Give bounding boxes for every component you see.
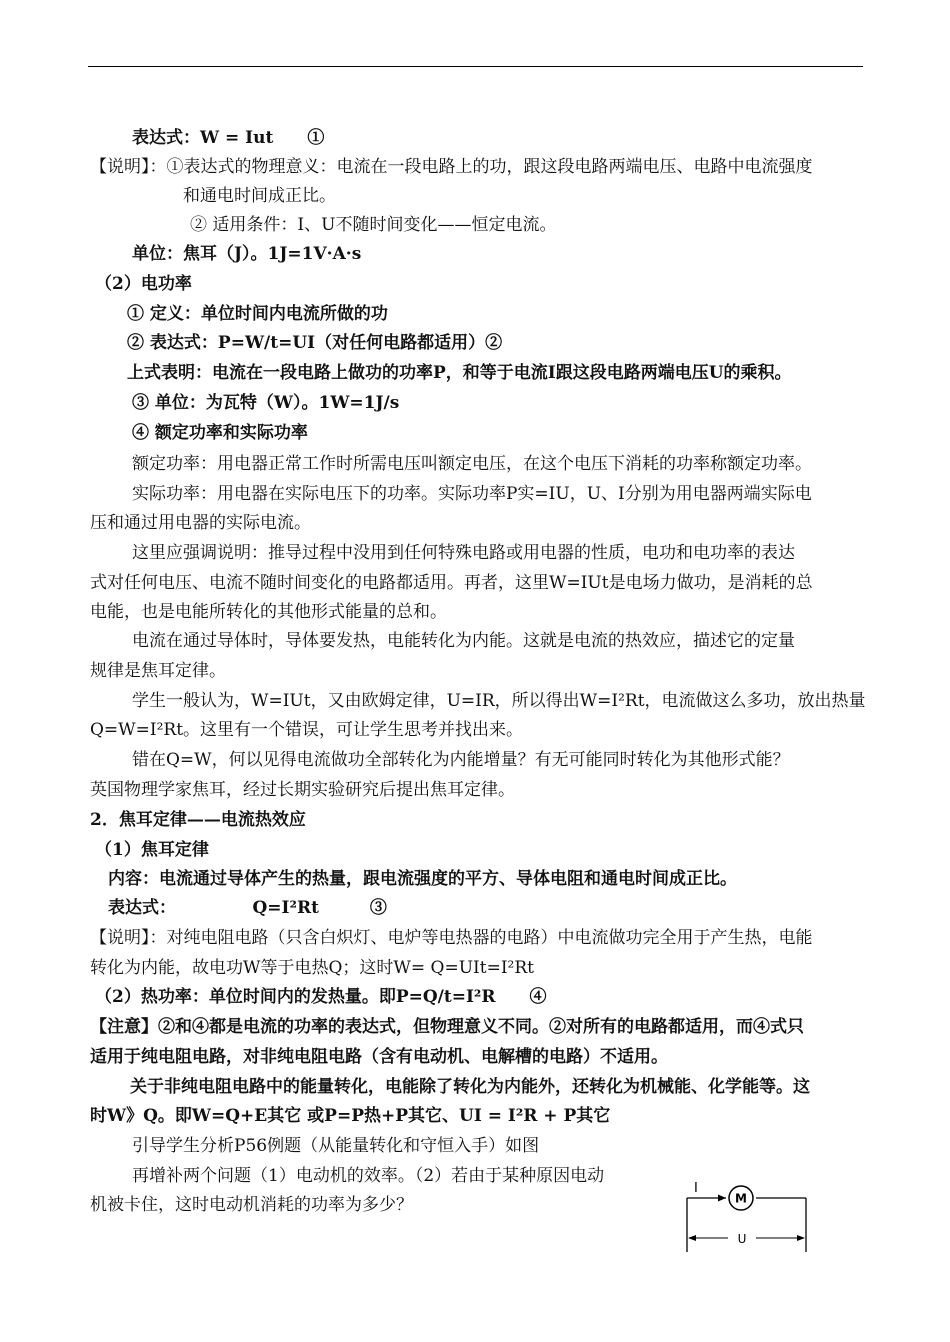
paragraph-line: 这里应强调说明：推导过程中没用到任何特殊电路或用电器的性质，电功和电功率的表达 — [132, 543, 795, 563]
formula-w-line: 表达式：W = Iut ① — [132, 128, 325, 148]
paragraph-line: 学生一般认为，W=IUt，又由欧姆定律，U=IR，所以得出W=I²Rt，电流做这么多功，放出热量 — [132, 691, 866, 711]
motor-circuit-diagram — [660, 1170, 820, 1260]
heat-power-line: （2）热功率：单位时间内的发热量。即P=Q/t=I²R ④ — [95, 987, 547, 1007]
paragraph-line: 英国物理学家焦耳，经过长期实验研究后提出焦耳定律。 — [90, 780, 515, 800]
statement-line: 上式表明：电流在一段电路上做功的功率P，和等于电流I跟这段电路两端电压U的乘积。 — [127, 363, 792, 383]
paragraph-line: 额定功率：用电器正常工作时所需电压叫额定电压，在这个电压下消耗的功率称额定功率。 — [132, 454, 812, 474]
content-line: 内容：电流通过导体产生的热量，跟电流强度的平方、导体电阻和通电时间成正比。 — [108, 869, 737, 889]
paragraph-line: 错在Q=W，何以见得电流做功全部转化为内能增量？有无可能同时转化为其他形式能？ — [132, 750, 790, 770]
subheading: ④ 额定功率和实际功率 — [132, 423, 308, 443]
top-rule — [88, 66, 863, 67]
definition-line: ① 定义：单位时间内电流所做的功 — [127, 304, 388, 324]
motor-label: M — [735, 1191, 747, 1206]
note-line: 【说明】：对纯电阻电路（只含白炽灯、电炉等电热器的电路）中电流做功完全用于产生热，电能 — [90, 928, 813, 948]
paragraph-line: 式对任何电压、电流不随时间变化的电路都适用。再者，这里W=IUt是电场力做功，是消耗的总 — [90, 573, 813, 593]
paragraph-line: 关于非纯电阻电路中的能量转化，电能除了转化为内能外，还转化为机械能、化学能等。这 — [130, 1077, 810, 1097]
paragraph-line: 电能，也是电能所转化的其他形式能量的总和。 — [90, 602, 447, 622]
formula-q-line: 表达式： Q=I²Rt ③ — [108, 898, 387, 918]
paragraph-line: 电流在通过导体时，导体要发热，电能转化为内能。这就是电流的热效应，描述它的定量 — [132, 631, 795, 651]
formula-line: 时W》Q。即W=Q+E其它 或P=P热+P其它、UI = I²R + P其它 — [90, 1106, 611, 1126]
section-heading: （1）焦耳定律 — [95, 840, 209, 860]
paragraph-line: 实际功率：用电器在实际电压下的功率。实际功率P实=IU，U、I分别为用电器两端实际电 — [132, 484, 812, 504]
note-line: 转化为内能，故电功W等于电热Q；这时W= Q=UIt=I²Rt — [90, 958, 534, 978]
attention-line: 适用于纯电阻电路，对非纯电阻电路（含有电动机、电解槽的电路）不适用。 — [90, 1047, 668, 1067]
current-label: I — [694, 1181, 698, 1196]
unit-line: 单位：焦耳（J）。1J=1V·A·s — [132, 244, 362, 264]
paragraph-line: 引导学生分析P56例题（从能量转化和守恒入手）如图 — [132, 1136, 540, 1156]
paragraph-line: 压和通过用电器的实际电流。 — [90, 513, 311, 533]
paragraph-line: Q=W=I²Rt。这里有一个错误，可让学生思考并找出来。 — [90, 720, 524, 740]
current-arrow — [718, 1195, 726, 1202]
note-line: 和通电时间成正比。 — [183, 186, 336, 206]
voltage-arrow-head — [797, 1235, 805, 1241]
voltage-arrow-head — [688, 1235, 696, 1241]
paragraph-line: 规律是焦耳定律。 — [90, 661, 226, 681]
note-line: 【说明】：①表达式的物理意义：电流在一段电路上的功，跟这段电路两端电压、电路中电流强度 — [90, 157, 813, 177]
condition-line: ② 适用条件：I、U不随时间变化——恒定电流。 — [190, 215, 557, 235]
attention-line: 【注意】②和④都是电流的功率的表达式，但物理意义不同。②对所有的电路都适用，而④式只 — [90, 1017, 804, 1037]
section-heading: 2．焦耳定律——电流热效应 — [90, 810, 306, 830]
paragraph-line: 再增补两个问题（1）电动机的效率。（2）若由于某种原因电动 — [132, 1166, 605, 1186]
voltage-label: U — [737, 1232, 747, 1246]
paragraph-line: 机被卡住，这时电动机消耗的功率为多少？ — [90, 1195, 413, 1215]
unit-line: ③ 单位：为瓦特（W）。1W=1J/s — [132, 393, 400, 413]
formula-p-line: ② 表达式：P=W/t=UI（对任何电路都适用）② — [127, 333, 503, 353]
section-heading: （2）电功率 — [95, 274, 192, 294]
